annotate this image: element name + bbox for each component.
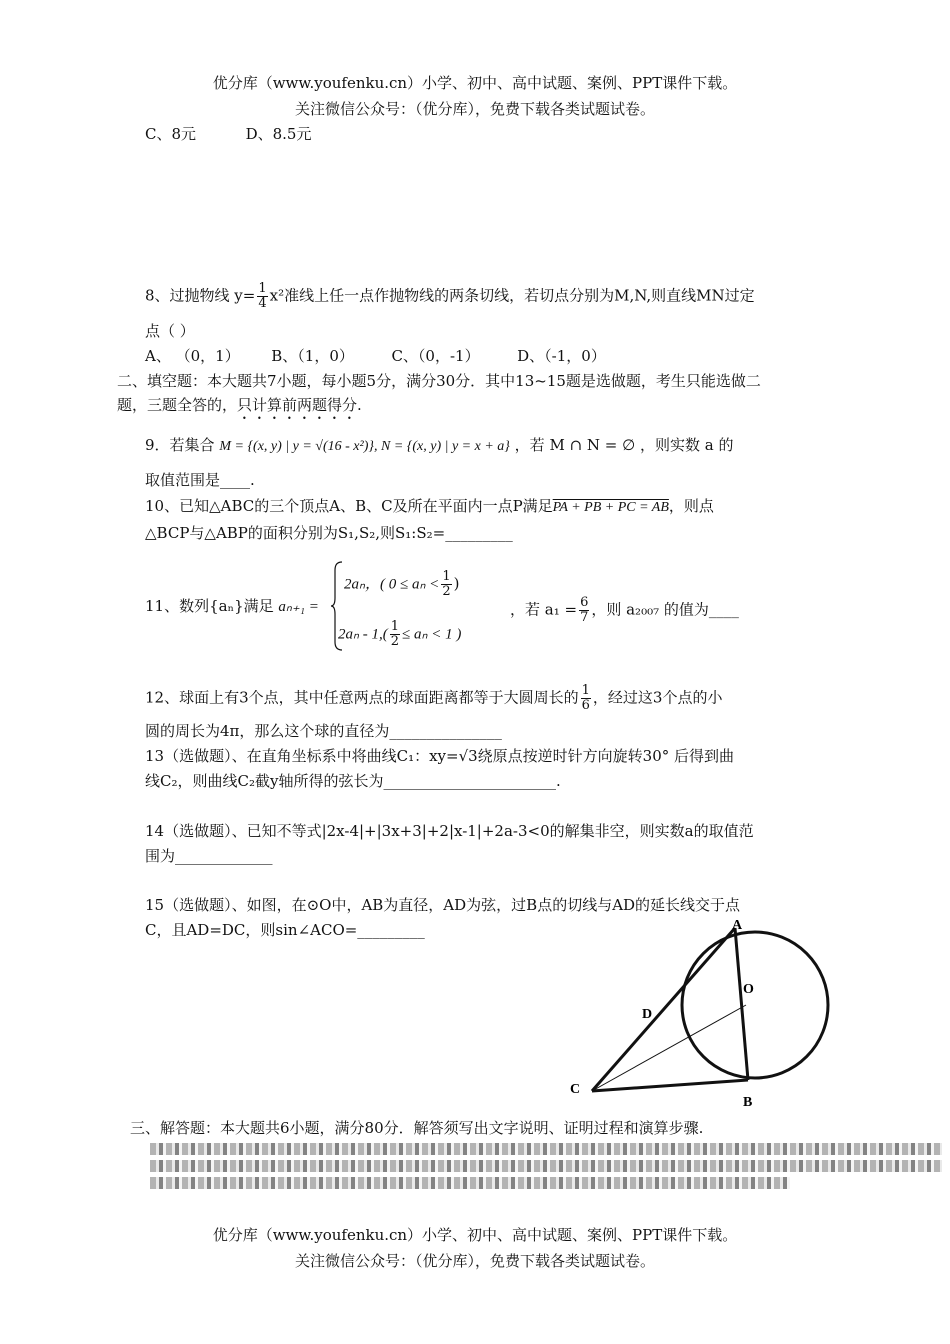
label-c: C — [570, 1082, 581, 1097]
header-line-1: 优分库（www.youfenku.cn）小学、初中、高中试题、案例、PPT课件下载。 — [212, 74, 738, 92]
q8-options — [145, 346, 606, 366]
q12-fraction — [581, 684, 591, 713]
q11-a1-den: 7 — [580, 610, 589, 625]
q8-text-pre: 8、过抛物线 y= — [145, 286, 256, 305]
footer-line-2: 关注微信公众号：（优分库），免费下载各类试题试卷。 — [294, 1252, 655, 1270]
q11-case-2-end: ≤ aₙ < 1 ) — [402, 626, 462, 643]
q11-case-2-fraction — [390, 620, 400, 649]
q15-line-1: 15（选做题）、如图，在⊙O中，AB为直径，AD为弦，过B点的切线与AD的延长线交于点 — [145, 896, 741, 914]
q9-line-2: 取值范围是____. — [145, 471, 255, 489]
q10-text-pre: 10、已知△ABC的三个顶点A、B、C及所在平面内一点P满足 — [145, 497, 553, 515]
q11-case-1-frac-den: 2 — [442, 584, 451, 599]
section-2-emphasis: 只计算前两题得分 — [237, 396, 358, 414]
q10-line-2: △BCP与△ABP的面积分别为S₁,S₂,则S₁:S₂=_________ — [145, 524, 513, 542]
q7-option-d: D、8.5元 — [245, 125, 312, 143]
q11-lead — [145, 596, 319, 617]
section-2-line-1: 二、填空题：本大题共7小题，每小题5分，满分30分．其中13~15题是选做题，考生只能选做二 — [117, 372, 761, 390]
q11-tail — [510, 596, 739, 625]
q11-case-1-fraction — [441, 570, 451, 599]
q10-vector-equation: PA + PB + PC = AB — [552, 500, 669, 515]
q7-option-c: C、8元 — [145, 125, 197, 143]
q9-text-pre: 9．若集合 — [145, 436, 215, 454]
header-line-2: 关注微信公众号：（优分库），免费下载各类试题试卷。 — [294, 100, 655, 118]
q14-line-2: 围为_____________ — [145, 847, 273, 865]
q12-text-pre: 12、球面上有3个点，其中任意两点的球面距离都等于大圆周长的 — [145, 688, 579, 707]
footer-line-1: 优分库（www.youfenku.cn）小学、初中、高中试题、案例、PPT课件下载。 — [212, 1226, 738, 1244]
label-a: A — [732, 918, 743, 933]
q11-case-1 — [344, 570, 459, 599]
section-3-heading: 三、解答题：本大题共6小题，满分80分．解答须写出文字说明、证明过程和演算步骤. — [130, 1119, 704, 1137]
q11-lhs: aₙ₊₁ = — [278, 599, 319, 615]
section-2-line-2 — [117, 395, 362, 423]
q11-tail-pre: ，若 a₁ = — [510, 600, 578, 619]
tangent-cb — [592, 1080, 748, 1091]
label-d: D — [642, 1007, 653, 1022]
q11-text-pre: 11、数列{aₙ}满足 — [145, 597, 274, 615]
q8-frac-denominator: 4 — [258, 296, 267, 311]
q8-text-post: x²准线上任一点作抛物线的两条切线，若切点分别为M,N,则直线MN过定 — [269, 286, 755, 305]
q8-option-b: B、（1，0） — [271, 347, 354, 365]
segment-co — [592, 1005, 746, 1091]
circle-tangent-figure — [560, 915, 840, 1115]
label-o: O — [743, 982, 754, 997]
q8-line-1 — [145, 282, 755, 311]
q9-sets-formula: M = {(x, y) | y = √(16 - x²)}, N = {(x, y) | y = x + a} — [219, 439, 510, 454]
q10-line-1 — [145, 496, 714, 518]
q11-case-2-frac-num: 1 — [390, 619, 399, 634]
label-b: B — [743, 1095, 753, 1110]
q12-text-post: ，经过这3个点的小 — [592, 688, 723, 707]
diameter-ab — [735, 928, 748, 1080]
q10-text-post: ，则点 — [668, 497, 714, 515]
q13-line-2: 线C₂，则曲线C₂截y轴所得的弦长为_______________________. — [145, 772, 561, 790]
q8-frac-numerator: 1 — [258, 281, 267, 296]
q11-case-2-frac-den: 2 — [390, 634, 399, 649]
section-2-period: . — [357, 396, 362, 414]
q8-fraction — [257, 282, 267, 311]
q11-case-1-end: ) — [453, 574, 460, 593]
q9-line-1 — [145, 435, 733, 457]
q11-a1-fraction — [579, 596, 589, 625]
q12-line-2: 圆的周长为4π，那么这个球的直径为_______________ — [145, 722, 502, 740]
q8-option-c: C、（0，-1） — [391, 347, 480, 365]
q8-option-d: D、（-1，0） — [517, 347, 606, 365]
q8-option-a: A、 （0，1） — [145, 347, 240, 365]
q15-line-2: C，且AD=DC，则sin∠ACO=_________ — [145, 921, 425, 939]
q13-line-1: 13（选做题）、在直角坐标系中将曲线C₁：xy=√3绕原点按逆时针方向旋转30° 后得到曲 — [145, 747, 735, 765]
blurred-text-row-1 — [150, 1143, 942, 1155]
q12-line-1 — [145, 684, 722, 713]
blurred-text-row-3 — [150, 1177, 790, 1189]
q11-case-1-frac-num: 1 — [442, 569, 451, 584]
q11-case-1-text: 2aₙ，( 0 ≤ aₙ < — [344, 576, 440, 593]
q14-line-1: 14（选做题）、已知不等式|2x-4|+|3x+3|+2|x-1|+2a-3<0的解集非空，则实数a的取值范 — [145, 822, 754, 840]
q11-tail-end: ，则 a₂₀₀₇ 的值为____ — [591, 600, 739, 619]
q12-frac-den: 6 — [581, 698, 590, 713]
circle-o — [682, 932, 828, 1078]
q11-case-2-text: 2aₙ - 1,( — [338, 626, 388, 643]
blurred-text-row-2 — [150, 1160, 942, 1172]
section-2-text: 题，三题全答的， — [117, 396, 238, 414]
q11-case-2 — [338, 620, 461, 649]
q7-options — [145, 124, 311, 144]
q9-text-post: ，若 M ∩ N = ∅ ，则实数 a 的 — [514, 436, 734, 454]
q11-a1-num: 6 — [580, 595, 589, 610]
q8-line-2: 点（ ） — [145, 322, 195, 340]
q12-frac-num: 1 — [581, 683, 590, 698]
